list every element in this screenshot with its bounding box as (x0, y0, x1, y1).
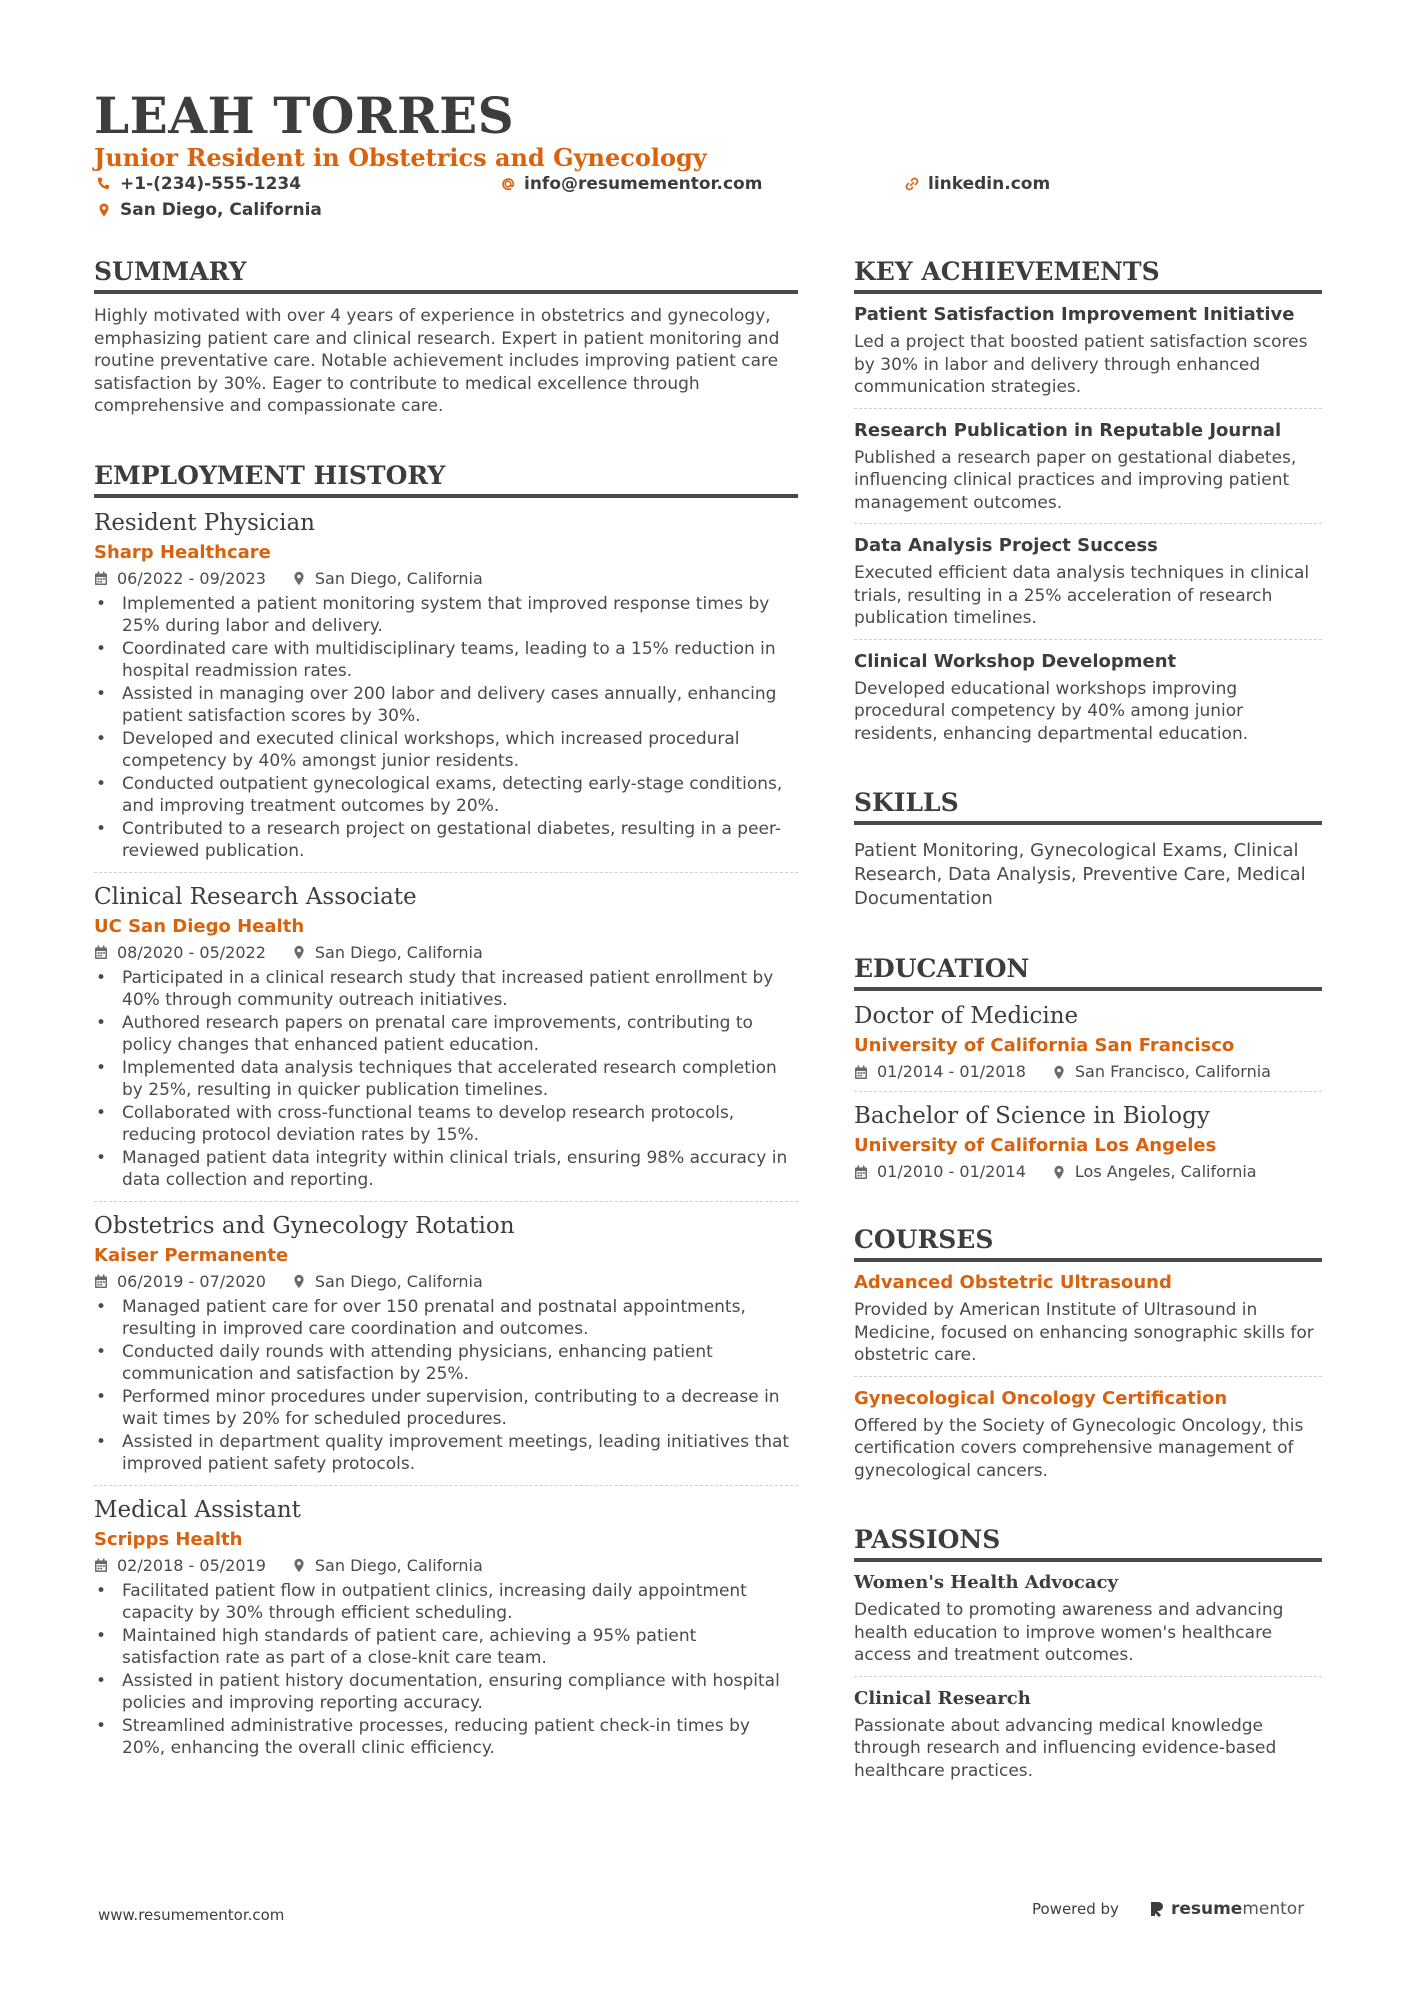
job-title: Clinical Research Associate (94, 883, 417, 910)
job-bullet: • Facilitated patient flow in outpatient clinics, increasing daily appointment capacity by 30% through efficient scheduling. (94, 1580, 798, 1625)
calendar-icon (854, 1165, 868, 1180)
passion-item (854, 1687, 1322, 1783)
job-dates (94, 569, 266, 589)
job-bullet: • Contributed to a research project on gestational diabetes, resulting in a peer-reviewed publication. (94, 818, 798, 863)
divider (854, 408, 1322, 409)
job-title: Resident Physician (94, 509, 315, 536)
course-text: Provided by American Institute of Ultrasound in Medicine, focused on enhancing sonographic skills for obstetric care. (854, 1300, 1314, 1365)
education-school: University of California San Francisco (854, 1035, 1235, 1056)
job-meta (94, 943, 798, 963)
job-bullet: • Coordinated care with multidisciplinary teams, leading to a 15% reduction in hospital readmission rates. (94, 638, 798, 683)
education-location (1052, 1062, 1271, 1082)
divider (94, 872, 798, 873)
education-meta (854, 1162, 1322, 1182)
job-location-text: San Diego, California (314, 942, 483, 962)
divider (854, 523, 1322, 524)
job-bullet: • Conducted daily rounds with attending physicians, enhancing patient communication and satisfaction by 25%. (94, 1341, 798, 1386)
calendar-icon (94, 1274, 108, 1289)
job-location-text: San Diego, California (314, 1271, 483, 1291)
education-dates-text: 01/2014 - 01/2018 (877, 1062, 1026, 1081)
job-entry (94, 508, 798, 863)
education-degree: Bachelor of Science in Biology (854, 1103, 1210, 1129)
job-bullet: • Developed and executed clinical workshops, which increased procedural competency by 40% amongst junior residents. (94, 728, 798, 773)
education-location-text: San Francisco, California (1074, 1062, 1271, 1081)
divider (854, 1091, 1322, 1092)
location-pin-icon (96, 202, 112, 218)
job-meta (94, 569, 798, 589)
passion-title: Clinical Research (854, 1687, 1031, 1709)
candidate-name: LEAH TORRES (94, 86, 515, 145)
job-company: Scripps Health (94, 1528, 243, 1550)
skills-heading: SKILLS (854, 787, 1322, 825)
education-item (854, 1001, 1322, 1082)
education-meta (854, 1062, 1322, 1082)
contact-email[interactable] (500, 174, 762, 194)
right-column (854, 256, 1322, 1782)
job-dates-text: 06/2022 - 09/2023 (117, 568, 266, 588)
summary-section (94, 256, 798, 418)
job-dates (94, 1556, 266, 1576)
brand-logo[interactable] (1149, 1899, 1304, 1919)
phone-text: +1-(234)-555-1234 (120, 174, 302, 194)
skills-section (854, 787, 1322, 911)
job-bullet: • Managed patient care for over 150 prenatal and postnatal appointments, resulting in improved care coordination and outcomes. (94, 1296, 798, 1341)
job-location (292, 1556, 483, 1576)
course-title: Advanced Obstetric Ultrasound (854, 1272, 1172, 1293)
job-bullets (94, 1296, 798, 1476)
footer-website[interactable]: www.resumementor.com (98, 1906, 285, 1924)
achievement-text: Published a research paper on gestational diabetes, influencing clinical practices and improving patient management outcomes. (854, 447, 1297, 513)
job-dates (94, 1272, 266, 1292)
achievements-heading: KEY ACHIEVEMENTS (854, 256, 1322, 294)
location-pin-icon (292, 1274, 306, 1289)
divider (854, 1376, 1322, 1377)
achievement-text: Executed efficient data analysis techniques in clinical trials, resulting in a 25% acceleration of research publication timelines. (854, 563, 1310, 628)
job-meta (94, 1272, 798, 1292)
job-company: Kaiser Permanente (94, 1244, 289, 1266)
job-bullet: • Maintained high standards of patient care, achieving a 95% patient satisfaction rate as part of a close-knit care team. (94, 1625, 798, 1670)
achievement-item (854, 419, 1322, 515)
achievement-item (854, 534, 1322, 630)
education-dates (854, 1162, 1026, 1182)
brand-name-light: mentor (1242, 1899, 1305, 1919)
courses-section (854, 1224, 1322, 1482)
job-bullet: • Performed minor procedures under supervision, contributing to a decrease in wait times by 20% for scheduled procedures. (94, 1386, 798, 1431)
passion-title: Women's Health Advocacy (854, 1572, 1118, 1593)
job-bullet: • Implemented data analysis techniques that accelerated research completion by 25%, resulting in quicker publication timelines. (94, 1057, 798, 1102)
contact-linkedin[interactable] (904, 174, 1050, 194)
achievement-title: Data Analysis Project Success (854, 535, 1158, 556)
divider (854, 639, 1322, 640)
summary-text: Highly motivated with over 4 years of experience in obstetrics and gynecology, emphasizing patient care and clinical research. Expert in patient monitoring and routine preventative care. Notable achievement includes improving patient care satisfaction by 30%. Eager to contribute to medical excellence through comprehensive and compassionate care. (94, 306, 780, 416)
course-title: Gynecological Oncology Certification (854, 1387, 1228, 1409)
job-title: Obstetrics and Gynecology Rotation (94, 1212, 515, 1239)
left-column (94, 256, 798, 1760)
skills-text: Patient Monitoring, Gynecological Exams, Clinical Research, Data Analysis, Preventive Care, Medical Documentation (854, 840, 1306, 909)
education-section (854, 953, 1322, 1182)
job-bullet: • Implemented a patient monitoring system that improved response times by 25% during labor and delivery. (94, 593, 798, 638)
divider (94, 1485, 798, 1486)
email-text: info@resumementor.com (524, 174, 763, 194)
location-pin-icon (292, 945, 306, 960)
job-bullets (94, 967, 798, 1192)
brand-name-bold: resume (1170, 1899, 1243, 1919)
job-company: Sharp Healthcare (94, 541, 271, 563)
achievement-title: Patient Satisfaction Improvement Initiative (854, 304, 1295, 325)
passion-text: Passionate about advancing medical knowledge through research and influencing evidence-based healthcare practices. (854, 1715, 1277, 1781)
education-school: University of California Los Angeles (854, 1135, 1217, 1156)
divider (854, 1676, 1322, 1677)
passion-text: Dedicated to promoting awareness and advancing health education to improve women's healthcare access and treatment outcomes. (854, 1600, 1284, 1665)
employment-heading: EMPLOYMENT HISTORY (94, 460, 798, 498)
job-entry (94, 1495, 798, 1760)
linkedin-text: linkedin.com (928, 174, 1051, 194)
location-pin-icon (1052, 1065, 1066, 1080)
job-title: Medical Assistant (94, 1496, 301, 1523)
employment-section (94, 460, 798, 1760)
job-location (292, 569, 483, 589)
job-bullet: • Collaborated with cross-functional teams to develop research protocols, reducing protocol deviation rates by 15%. (94, 1102, 798, 1147)
job-bullet: • Assisted in managing over 200 labor and delivery cases annually, enhancing patient satisfaction scores by 30%. (94, 683, 798, 728)
calendar-icon (94, 945, 108, 960)
achievement-title: Research Publication in Reputable Journal (854, 419, 1282, 441)
achievement-text: Led a project that boosted patient satisfaction scores by 30% in labor and delivery through enhanced communication strategies. (854, 332, 1308, 397)
job-bullet: • Authored research papers on prenatal care improvements, contributing to policy changes that enhanced patient education. (94, 1012, 798, 1057)
contact-location (96, 200, 322, 220)
course-item (854, 1387, 1322, 1483)
phone-icon (96, 176, 112, 192)
resumementor-logo-icon (1149, 1900, 1165, 1918)
link-icon (904, 176, 920, 192)
location-pin-icon (1052, 1165, 1066, 1180)
job-dates (94, 943, 266, 963)
education-heading: EDUCATION (854, 953, 1322, 991)
courses-heading: COURSES (854, 1224, 1322, 1262)
job-bullet: • Assisted in patient history documentation, ensuring compliance with hospital policies and improving reporting accuracy. (94, 1670, 798, 1715)
passions-section (854, 1524, 1322, 1782)
education-dates-text: 01/2010 - 01/2014 (877, 1162, 1026, 1181)
divider (94, 1201, 798, 1202)
job-bullet: • Assisted in department quality improvement meetings, leading initiatives that improved patient safety protocols. (94, 1431, 798, 1476)
education-location (1052, 1162, 1257, 1182)
job-bullet: • Conducted outpatient gynecological exams, detecting early-stage conditions, and improving treatment outcomes by 20%. (94, 773, 798, 818)
job-company: UC San Diego Health (94, 915, 305, 937)
footer-brand (1032, 1899, 1304, 1919)
job-bullets (94, 593, 798, 863)
calendar-icon (94, 1558, 108, 1573)
summary-heading: SUMMARY (94, 256, 798, 294)
job-bullets (94, 1580, 798, 1760)
job-bullet: • Streamlined administrative processes, reducing patient check-in times by 20%, enhancing the overall clinic efficiency. (94, 1715, 798, 1760)
passions-heading: PASSIONS (854, 1524, 1322, 1562)
job-entry (94, 882, 798, 1192)
calendar-icon (854, 1065, 868, 1080)
achievement-text: Developed educational workshops improving procedural competency by 40% among junior residents, enhancing departmental education. (854, 678, 1249, 744)
course-item (854, 1271, 1322, 1367)
passion-item (854, 1571, 1322, 1667)
job-bullet: • Participated in a clinical research study that increased patient enrollment by 40% through community outreach initiatives. (94, 967, 798, 1012)
powered-by-text: Powered by (1032, 1900, 1119, 1918)
job-bullet: • Managed patient data integrity within clinical trials, ensuring 98% accuracy in data collection and reporting. (94, 1147, 798, 1192)
candidate-title: Junior Resident in Obstetrics and Gynecology (94, 143, 707, 172)
contact-phone (96, 174, 301, 194)
job-location-text: San Diego, California (314, 568, 483, 588)
job-dates-text: 02/2018 - 05/2019 (117, 1555, 266, 1575)
job-meta (94, 1556, 798, 1576)
job-dates-text: 06/2019 - 07/2020 (117, 1271, 266, 1291)
job-dates-text: 08/2020 - 05/2022 (117, 942, 266, 962)
education-item (854, 1101, 1322, 1182)
at-icon (500, 176, 516, 192)
education-dates (854, 1062, 1026, 1082)
education-degree: Doctor of Medicine (854, 1003, 1079, 1029)
job-location (292, 943, 483, 963)
location-pin-icon (292, 1558, 306, 1573)
location-pin-icon (292, 571, 306, 586)
calendar-icon (94, 571, 108, 586)
achievement-item (854, 650, 1322, 746)
location-text: San Diego, California (120, 200, 322, 220)
achievement-item (854, 303, 1322, 399)
job-location (292, 1272, 483, 1292)
achievement-title: Clinical Workshop Development (854, 650, 1177, 672)
course-text: Offered by the Society of Gynecologic Oncology, this certification covers comprehensive management of gynecological cancers. (854, 1415, 1304, 1481)
achievements-section (854, 256, 1322, 745)
education-location-text: Los Angeles, California (1074, 1162, 1257, 1181)
job-entry (94, 1211, 798, 1476)
job-location-text: San Diego, California (314, 1555, 483, 1575)
